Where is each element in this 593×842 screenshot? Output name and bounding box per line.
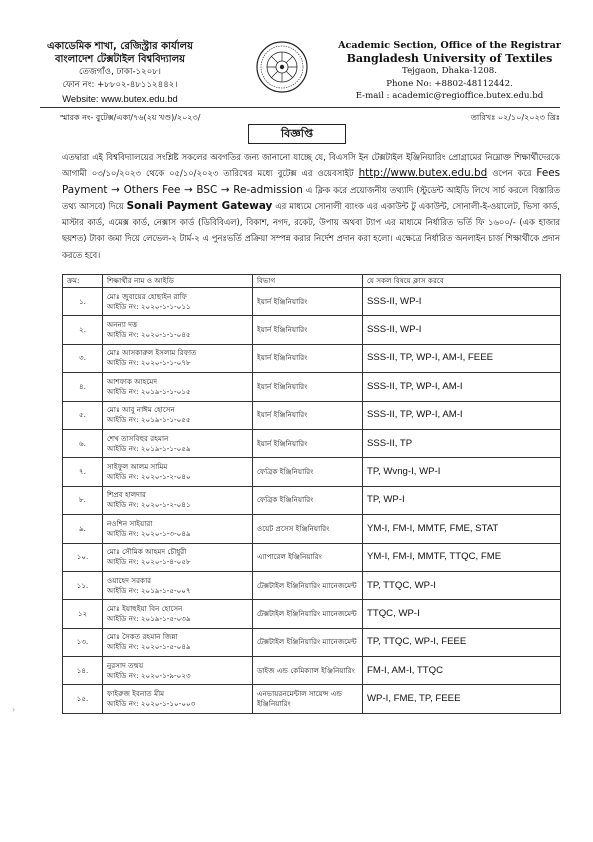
row-student xyxy=(103,486,253,514)
row-serial: ২. xyxy=(63,316,103,344)
row-classes: SSS-II, TP, WP-I, AM-I, FEEE xyxy=(363,344,561,372)
row-department: এনভায়রনমেন্টাল সায়েন্স এন্ড ইঞ্জিনিয়ারিং xyxy=(253,685,363,713)
row-classes: SSS-II, WP-I xyxy=(363,288,561,316)
table-row xyxy=(63,657,561,685)
fees-path: Fees Payment → Others Fee → BSC → Re-admission xyxy=(62,167,561,196)
header-classes: যে সকল বিষয়ে ক্লাস করবে xyxy=(363,275,561,288)
student-name: সাইফুল আলম সামিম xyxy=(107,462,168,472)
student-id: আইডি নং: ২০১৯-১-১-০১৫ xyxy=(107,386,191,396)
student-name: শিপ্রব হালদার xyxy=(107,490,146,500)
office-name-en: Academic Section, Office of the Registrar xyxy=(338,40,561,51)
table-row xyxy=(63,288,561,316)
email-text: E-mail : academic@regioffice.butex.edu.bd xyxy=(355,91,544,101)
address-en: Tejgaon, Dhaka-1208. xyxy=(402,66,497,76)
student-name: অনন্যা দত্ত xyxy=(107,320,138,330)
table-row xyxy=(63,344,561,372)
row-classes: FM-I, AM-I, TTQC xyxy=(363,657,561,685)
row-serial: ৬. xyxy=(63,429,103,457)
row-classes: SSS-II, TP xyxy=(363,429,561,457)
row-student xyxy=(103,458,253,486)
row-serial: ৭. xyxy=(63,458,103,486)
table-row xyxy=(63,543,561,571)
university-name-bn: বাংলাদেশ টেক্সটাইল বিশ্ববিদ্যালয় xyxy=(54,54,186,65)
university-name-en: Bangladesh University of Textiles xyxy=(346,51,553,65)
table-row xyxy=(63,515,561,543)
row-student xyxy=(103,685,253,713)
row-classes: YM-I, FM-I, MMTF, FME, STAT xyxy=(363,515,561,543)
row-serial: ১৫. xyxy=(63,685,103,713)
row-student xyxy=(103,344,253,372)
student-id: আইডি নং: ২০২০-১-১০-০০৩ xyxy=(107,699,196,709)
row-classes: TP, Wvng-I, WP-I xyxy=(363,458,561,486)
row-department: ইয়ার্ন ইঞ্জিনিয়ারিং xyxy=(253,344,363,372)
row-classes: YM-I, FM-I, MMTF, TTQC, FME xyxy=(363,543,561,571)
row-student xyxy=(103,600,253,628)
student-name: নওশিন সাইয়ারা xyxy=(107,518,153,528)
row-student xyxy=(103,515,253,543)
phone-en: Phone No: +8802-48112442. xyxy=(386,78,513,89)
row-serial: ১১. xyxy=(63,571,103,599)
row-department: ফেব্রিক ইঞ্জিনিয়ারিং xyxy=(253,486,363,514)
student-id: আইডি নং: ২০১৯-১-৫-০০৭ xyxy=(107,585,191,595)
row-serial: ৫. xyxy=(63,401,103,429)
row-student xyxy=(103,288,253,316)
body-text-3: এ ক্লিক করে প্রয়োজনীয় তথ্যাদি (স্টুডেন্ট আইডি লিখে সার্চ করলে বিস্তারিত তথ্য আসবে) দিয়ে xyxy=(62,184,560,211)
row-department: ইয়ার্ন ইঞ্জিনিয়ারিং xyxy=(253,316,363,344)
table-row xyxy=(63,401,561,429)
row-student xyxy=(103,373,253,401)
row-department: ইয়ার্ন ইঞ্জিনিয়ারিং xyxy=(253,401,363,429)
student-name: মোঃ ইয়াহুইয়া বিন হোসেন xyxy=(107,603,183,613)
body-text-4: এর মাধ্যমে সোনালী ব্যাংক এর একাউন্ট টু একাউন্ট, সোনালী-ই-ওয়ালেট, ভিসা কার্ড, মাস্টার কার্ড, এমেক্স কার্ড, নেক্সাস কার্ড (ডিবিবিএল), বিকাশ, নগদ, রকেট, উপায় অথবা ট্যাপ এর মাধ্যমে নির্ধারিত ভর্তি ফি ১৬০০/- (এক হাজার ছয়শত) টাকা জমা দিয়ে লেভেল-২ টার্ম-২ এ পুনঃভর্তি প্রক্রিয়া সম্পন্ন করার নির্দেশ প্রদান করা হলো। এক্ষেত্রে নির্ধারিত অনলাইন চার্জ শিক্ষার্থীকে প্রদান করতে হবে। xyxy=(62,200,560,260)
student-id: আইডি নং: ২০১৯-১-১-০৫৫ xyxy=(107,415,191,425)
row-student xyxy=(103,543,253,571)
header-name: শিক্ষার্থীর নাম ও আইডি xyxy=(103,275,253,288)
website-text: Website: www.butex.edu.bd xyxy=(62,93,178,104)
student-name: নুরসাদ তন্ময় xyxy=(107,660,144,670)
row-serial: ৯. xyxy=(63,515,103,543)
row-department: ইয়ার্ন ইঞ্জিনিয়ারিং xyxy=(253,429,363,457)
row-student xyxy=(103,628,253,656)
student-name: মোঃ জুবায়ের হোছাইন রাফি xyxy=(107,291,187,301)
row-classes: WP-I, FME, TP, FEEE xyxy=(363,685,561,713)
row-department: ফেব্রিক ইঞ্জিনিয়ারিং xyxy=(253,458,363,486)
row-serial: ১২ xyxy=(63,600,103,628)
row-student xyxy=(103,401,253,429)
row-serial: ১. xyxy=(63,288,103,316)
memo-number: স্মারক নং- বুটেক্স/একা/৭৬(২য় খণ্ড)/২০২৩/ xyxy=(60,113,201,122)
body-text-1: এতদ্বারা এই বিশ্ববিদ্যালয়ের সংশ্লিষ্ট সকলের অবগতির জন্য জানানো যাচ্ছে যে, বিএসসি ইন টেক্সটাইল ইঞ্জিনিয়ারিং প্রোগ্রামের নিম্নোক্ত শিক্ষার্থীদেরকে আগামী ০৩/১০/২০২৩ থেকে ০৫/১০/২০২৩ তারিখের মধ্যে বুটেক্স এর ওয়েবসাইট xyxy=(62,152,560,179)
row-classes: SSS-II, TP, WP-I, AM-I xyxy=(363,373,561,401)
student-id: আইডি নং: ২০২০-১-৩-০৪৯ xyxy=(107,528,191,538)
student-id: আইডি নং: ২০২০-১-২-০৪১ xyxy=(107,500,191,510)
student-name: ফাইরুজ ইবনাত মীম xyxy=(107,689,165,699)
payment-gateway: Sonali Payment Gateway xyxy=(126,199,273,212)
table-row xyxy=(63,316,561,344)
table-row xyxy=(63,685,561,713)
header-serial: ক্রম: xyxy=(63,275,103,288)
row-student xyxy=(103,429,253,457)
row-classes: SSS-II, WP-I xyxy=(363,316,561,344)
row-department: ইয়ার্ন ইঞ্জিনিয়ারিং xyxy=(253,373,363,401)
header-left xyxy=(20,40,220,105)
margin-mark: › xyxy=(12,705,16,714)
table-row xyxy=(63,571,561,599)
row-serial: ১৩. xyxy=(63,628,103,656)
row-department: ওয়েট প্রসেস ইঞ্জিনিয়ারিং xyxy=(253,515,363,543)
row-classes: TP, TTQC, WP-I xyxy=(363,571,561,599)
table-row xyxy=(63,628,561,656)
table-row xyxy=(63,600,561,628)
row-classes: TP, TTQC, WP-I, FEEE xyxy=(363,628,561,656)
notice-title: বিজ্ঞপ্তি xyxy=(248,124,346,144)
table-row xyxy=(63,458,561,486)
notice-body xyxy=(62,149,560,263)
table-row xyxy=(63,373,561,401)
table-header-row xyxy=(63,275,561,288)
row-classes: TP, WP-I xyxy=(363,486,561,514)
student-id: আইডি নং: ২০১৯-১-১-০৫৯ xyxy=(107,443,191,453)
student-id: আইডি নং: ২০২০-১-৫-০৪৯ xyxy=(107,642,191,652)
row-department: ইয়ার্ন ইঞ্জিনিয়ারিং xyxy=(253,288,363,316)
website-link[interactable]: http://www.butex.edu.bd xyxy=(358,167,488,180)
student-id: আইডি নং: ২০১৯-১-৫-০৩৯ xyxy=(107,613,191,623)
row-student xyxy=(103,657,253,685)
row-department: ডাইজ এন্ড কেমিক্যাল ইঞ্জিনিয়ারিং xyxy=(253,657,363,685)
body-text-2: ওপেন করে xyxy=(487,168,537,179)
row-serial: ৩. xyxy=(63,344,103,372)
row-serial: ৪. xyxy=(63,373,103,401)
row-department: এ্যাপারেল ইঞ্জিনিয়ারিং xyxy=(253,543,363,571)
student-name: শেখ তাসবিহুর রহমান xyxy=(107,433,169,443)
student-table xyxy=(62,274,561,714)
notice-date: তারিখঃ ০২/১০/২০২৩ খ্রিঃ xyxy=(470,113,560,122)
table-row xyxy=(63,429,561,457)
student-name: মোঃ আবু নাঈম হোসেন xyxy=(107,405,175,415)
student-name: মোঃ আসকারুল ইসলাম রিফাত xyxy=(107,348,197,358)
student-name: মোঃ সৌমিক আহমদ চৌধুরী xyxy=(107,547,187,557)
header-department: বিভাগ xyxy=(253,275,363,288)
address-bn: তেজগাঁও, ঢাকা-১২০৮। xyxy=(79,67,161,77)
student-id: আইডি নং: ২০২০-১-১-০৪৫ xyxy=(107,330,191,340)
student-id: আইডি নং: ২০২০-১-১-০৭৮ xyxy=(107,358,191,368)
student-name: মোঃ সৈকত রহমান জিন্না xyxy=(107,632,178,642)
phone-bn: ফোন নং: +৮৮০২-৪৮১১২৪৪২। xyxy=(62,80,178,90)
row-serial: ১৪. xyxy=(63,657,103,685)
row-student xyxy=(103,571,253,599)
row-department: টেক্সটাইল ইঞ্জিনিয়ারিং ম্যানেজমেন্ট xyxy=(253,600,363,628)
table-row xyxy=(63,486,561,514)
office-name-bn: একাডেমিক শাখা, রেজিস্ট্রার কার্যালয় xyxy=(46,41,194,52)
header-right xyxy=(322,40,577,103)
row-classes: TTQC, WP-I xyxy=(363,600,561,628)
student-name: ওয়াহেদ সরকার xyxy=(107,575,152,585)
row-serial: ১০. xyxy=(63,543,103,571)
student-name: আশফাক আহমেদ xyxy=(107,376,158,386)
student-id: আইডি নং: ২০২০-১-৯-০২৩ xyxy=(107,670,191,680)
row-student xyxy=(103,316,253,344)
row-classes: SSS-II, TP, WP-I, AM-I xyxy=(363,401,561,429)
student-id: আইডি নং: ২০২০-১-১-০১১ xyxy=(107,301,191,311)
student-id: আইডি নং: ২০২০-১-২-০৪০ xyxy=(107,472,191,482)
university-seal-icon xyxy=(255,40,309,94)
row-serial: ৮. xyxy=(63,486,103,514)
header-divider xyxy=(40,107,560,108)
row-department: টেক্সটাইল ইঞ্জিনিয়ারিং ম্যানেজমেন্ট xyxy=(253,571,363,599)
student-id: আইডি নং: ২০২০-১-৪-০৫৮ xyxy=(107,557,191,567)
row-department: টেক্সটাইল ইঞ্জিনিয়ারিং ম্যানেজমেন্ট xyxy=(253,628,363,656)
